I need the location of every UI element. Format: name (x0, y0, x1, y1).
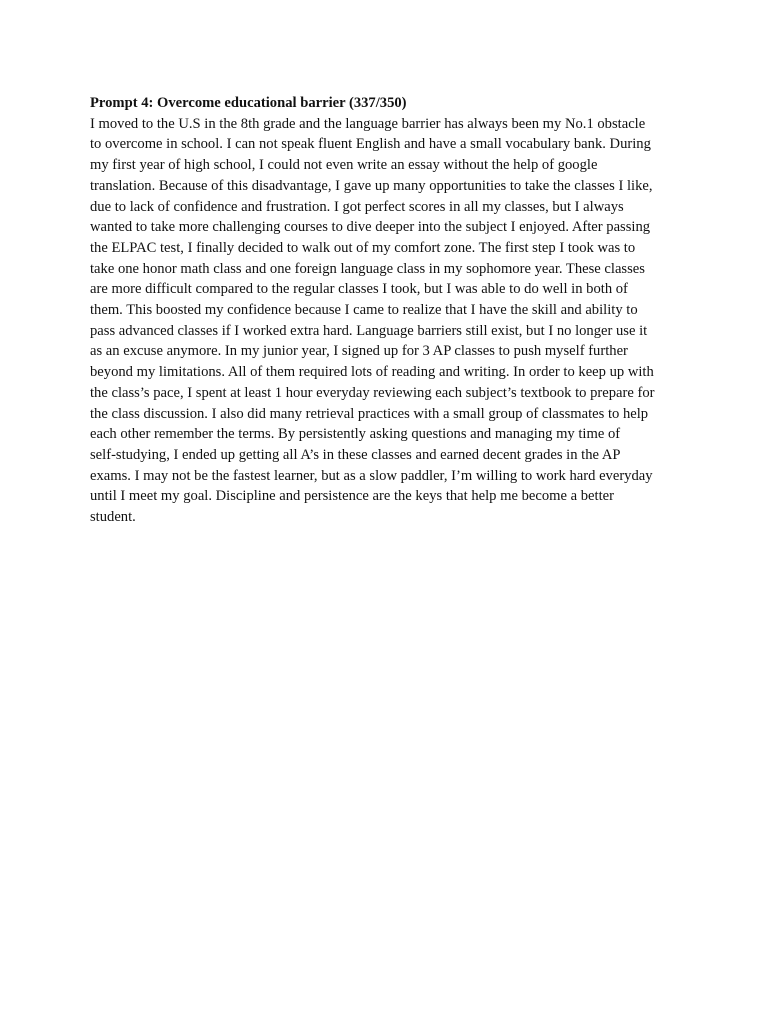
essay-title: Prompt 4: Overcome educational barrier (337/350) (90, 95, 407, 111)
essay-line: are more difficult compared to the regular classes I took, but I was able to do well in both of (90, 281, 628, 298)
essay-line: exams. I may not be the fastest learner, but as a slow paddler, I’m willing to work hard everyday (90, 467, 653, 484)
essay-line: translation. Because of this disadvantage, I gave up many opportunities to take the classes I like, (90, 177, 653, 194)
essay-line: the class discussion. I also did many retrieval practices with a small group of classmates to help (90, 405, 649, 422)
essay-line: to overcome in school. I can not speak fluent English and have a small vocabulary bank. During (90, 136, 651, 153)
essay-line: my first year of high school, I could not even write an essay without the help of google (90, 157, 598, 174)
essay-line: each other remember the terms. By persistently asking questions and managing my time of (90, 426, 621, 443)
essay-line: the class’s pace, I spent at least 1 hour everyday reviewing each subject’s textbook to prepare for (90, 384, 655, 401)
essay-line: as an excuse anymore. In my junior year, I signed up for 3 AP classes to push myself further (90, 343, 628, 360)
essay-line: self-studying, I ended up getting all A’s in these classes and earned decent grades in the AP (90, 446, 621, 463)
essay-line: wanted to take more challenging courses to dive deeper into the subject I enjoyed. After passing (90, 219, 651, 236)
essay-line: due to lack of confidence and frustration. I got perfect scores in all my classes, but I always (90, 198, 624, 215)
essay-line: beyond my limitations. All of them required lots of reading and writing. In order to keep up with (90, 364, 654, 381)
essay-line: student. (90, 509, 136, 526)
essay-line: the ELPAC test, I finally decided to walk out of my comfort zone. The first step I took was to (90, 239, 636, 256)
essay-line: them. This boosted my confidence because I came to realize that I have the skill and ability to (90, 302, 638, 319)
essay-body (90, 93, 690, 528)
essay-line: pass advanced classes if I worked extra hard. Language barriers still exist, but I no longer use it (90, 322, 648, 339)
essay-line: until I meet my goal. Discipline and persistence are the keys that help me become a better (90, 488, 614, 505)
essay-line: take one honor math class and one foreign language class in my sophomore year. These classes (90, 260, 645, 277)
essay-line: I moved to the U.S in the 8th grade and the language barrier has always been my No.1 obstacle (90, 115, 646, 132)
